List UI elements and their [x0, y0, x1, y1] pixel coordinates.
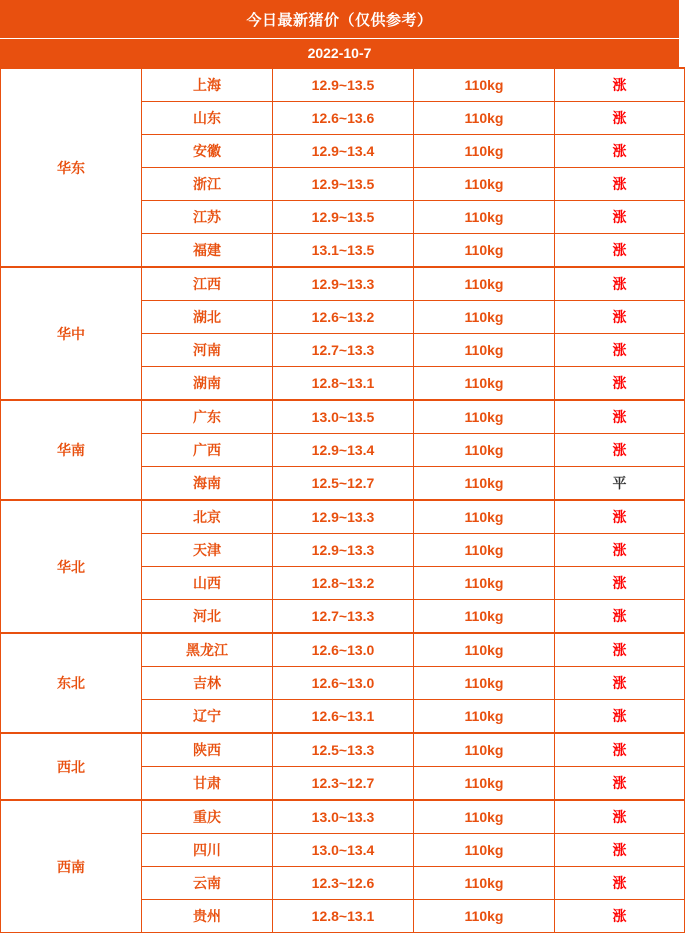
weight-cell: 110kg — [414, 800, 555, 834]
trend-cell: 涨 — [555, 600, 685, 634]
price-range-cell: 13.0~13.3 — [273, 800, 414, 834]
region-cell: 华中 — [1, 267, 142, 400]
weight-cell: 110kg — [414, 700, 555, 734]
region-cell: 华东 — [1, 68, 142, 267]
table-row — [1, 633, 685, 667]
price-range-cell: 12.9~13.5 — [273, 201, 414, 234]
region-cell: 西南 — [1, 800, 142, 933]
price-range-cell: 12.7~13.3 — [273, 334, 414, 367]
province-cell: 甘肃 — [142, 767, 273, 801]
weight-cell: 110kg — [414, 68, 555, 102]
trend-cell: 涨 — [555, 367, 685, 401]
trend-cell: 涨 — [555, 733, 685, 767]
price-range-cell: 12.6~13.0 — [273, 667, 414, 700]
weight-cell: 110kg — [414, 733, 555, 767]
weight-cell: 110kg — [414, 367, 555, 401]
trend-cell: 涨 — [555, 267, 685, 301]
province-cell: 江苏 — [142, 201, 273, 234]
price-range-cell: 12.9~13.5 — [273, 68, 414, 102]
table-row — [1, 267, 685, 301]
price-range-cell: 12.9~13.3 — [273, 500, 414, 534]
weight-cell: 110kg — [414, 767, 555, 801]
province-cell: 四川 — [142, 834, 273, 867]
trend-cell: 涨 — [555, 168, 685, 201]
weight-cell: 110kg — [414, 467, 555, 501]
weight-cell: 110kg — [414, 534, 555, 567]
trend-cell: 涨 — [555, 334, 685, 367]
price-range-cell: 12.3~12.6 — [273, 867, 414, 900]
weight-cell: 110kg — [414, 834, 555, 867]
price-range-cell: 12.8~13.1 — [273, 900, 414, 933]
province-cell: 湖南 — [142, 367, 273, 401]
date-label: 2022-10-7 — [0, 38, 679, 67]
weight-cell: 110kg — [414, 867, 555, 900]
table-row — [1, 800, 685, 834]
weight-cell: 110kg — [414, 500, 555, 534]
weight-cell: 110kg — [414, 301, 555, 334]
province-cell: 辽宁 — [142, 700, 273, 734]
weight-cell: 110kg — [414, 667, 555, 700]
trend-cell: 涨 — [555, 900, 685, 933]
province-cell: 安徽 — [142, 135, 273, 168]
weight-cell: 110kg — [414, 201, 555, 234]
province-cell: 黑龙江 — [142, 633, 273, 667]
table-row — [1, 400, 685, 434]
price-range-cell: 12.8~13.2 — [273, 567, 414, 600]
trend-cell: 涨 — [555, 667, 685, 700]
trend-cell: 涨 — [555, 400, 685, 434]
page-title: 今日最新猪价（仅供参考） — [0, 0, 679, 38]
region-cell: 东北 — [1, 633, 142, 733]
weight-cell: 110kg — [414, 600, 555, 634]
weight-cell: 110kg — [414, 267, 555, 301]
price-table — [0, 67, 685, 933]
trend-cell: 涨 — [555, 500, 685, 534]
province-cell: 广东 — [142, 400, 273, 434]
province-cell: 海南 — [142, 467, 273, 501]
weight-cell: 110kg — [414, 434, 555, 467]
price-range-cell: 12.9~13.3 — [273, 267, 414, 301]
price-range-cell: 12.5~13.3 — [273, 733, 414, 767]
price-range-cell: 12.6~13.1 — [273, 700, 414, 734]
price-range-cell: 13.0~13.4 — [273, 834, 414, 867]
region-cell: 华北 — [1, 500, 142, 633]
price-range-cell: 12.9~13.4 — [273, 135, 414, 168]
trend-cell: 涨 — [555, 834, 685, 867]
weight-cell: 110kg — [414, 168, 555, 201]
trend-cell: 涨 — [555, 301, 685, 334]
price-range-cell: 12.8~13.1 — [273, 367, 414, 401]
price-range-cell: 12.7~13.3 — [273, 600, 414, 634]
province-cell: 山西 — [142, 567, 273, 600]
weight-cell: 110kg — [414, 102, 555, 135]
weight-cell: 110kg — [414, 900, 555, 933]
province-cell: 山东 — [142, 102, 273, 135]
trend-cell: 平 — [555, 467, 685, 501]
province-cell: 河北 — [142, 600, 273, 634]
table-row — [1, 733, 685, 767]
price-range-cell: 12.6~13.2 — [273, 301, 414, 334]
price-range-cell: 12.9~13.3 — [273, 534, 414, 567]
province-cell: 北京 — [142, 500, 273, 534]
price-range-cell: 12.3~12.7 — [273, 767, 414, 801]
table-row — [1, 500, 685, 534]
price-range-cell: 12.5~12.7 — [273, 467, 414, 501]
weight-cell: 110kg — [414, 567, 555, 600]
price-range-cell: 12.6~13.0 — [273, 633, 414, 667]
trend-cell: 涨 — [555, 800, 685, 834]
trend-cell: 涨 — [555, 234, 685, 268]
weight-cell: 110kg — [414, 633, 555, 667]
province-cell: 贵州 — [142, 900, 273, 933]
province-cell: 广西 — [142, 434, 273, 467]
weight-cell: 110kg — [414, 135, 555, 168]
province-cell: 湖北 — [142, 301, 273, 334]
province-cell: 江西 — [142, 267, 273, 301]
trend-cell: 涨 — [555, 201, 685, 234]
trend-cell: 涨 — [555, 434, 685, 467]
price-range-cell: 12.6~13.6 — [273, 102, 414, 135]
province-cell: 重庆 — [142, 800, 273, 834]
price-range-cell: 12.9~13.5 — [273, 168, 414, 201]
province-cell: 上海 — [142, 68, 273, 102]
trend-cell: 涨 — [555, 633, 685, 667]
region-cell: 华南 — [1, 400, 142, 500]
trend-cell: 涨 — [555, 767, 685, 801]
weight-cell: 110kg — [414, 334, 555, 367]
province-cell: 云南 — [142, 867, 273, 900]
price-range-cell: 12.9~13.4 — [273, 434, 414, 467]
table-row — [1, 68, 685, 102]
trend-cell: 涨 — [555, 68, 685, 102]
trend-cell: 涨 — [555, 102, 685, 135]
province-cell: 福建 — [142, 234, 273, 268]
price-range-cell: 13.0~13.5 — [273, 400, 414, 434]
region-cell: 西北 — [1, 733, 142, 800]
province-cell: 河南 — [142, 334, 273, 367]
province-cell: 吉林 — [142, 667, 273, 700]
trend-cell: 涨 — [555, 135, 685, 168]
province-cell: 天津 — [142, 534, 273, 567]
province-cell: 陕西 — [142, 733, 273, 767]
province-cell: 浙江 — [142, 168, 273, 201]
trend-cell: 涨 — [555, 867, 685, 900]
weight-cell: 110kg — [414, 234, 555, 268]
price-range-cell: 13.1~13.5 — [273, 234, 414, 268]
trend-cell: 涨 — [555, 700, 685, 734]
trend-cell: 涨 — [555, 567, 685, 600]
trend-cell: 涨 — [555, 534, 685, 567]
weight-cell: 110kg — [414, 400, 555, 434]
